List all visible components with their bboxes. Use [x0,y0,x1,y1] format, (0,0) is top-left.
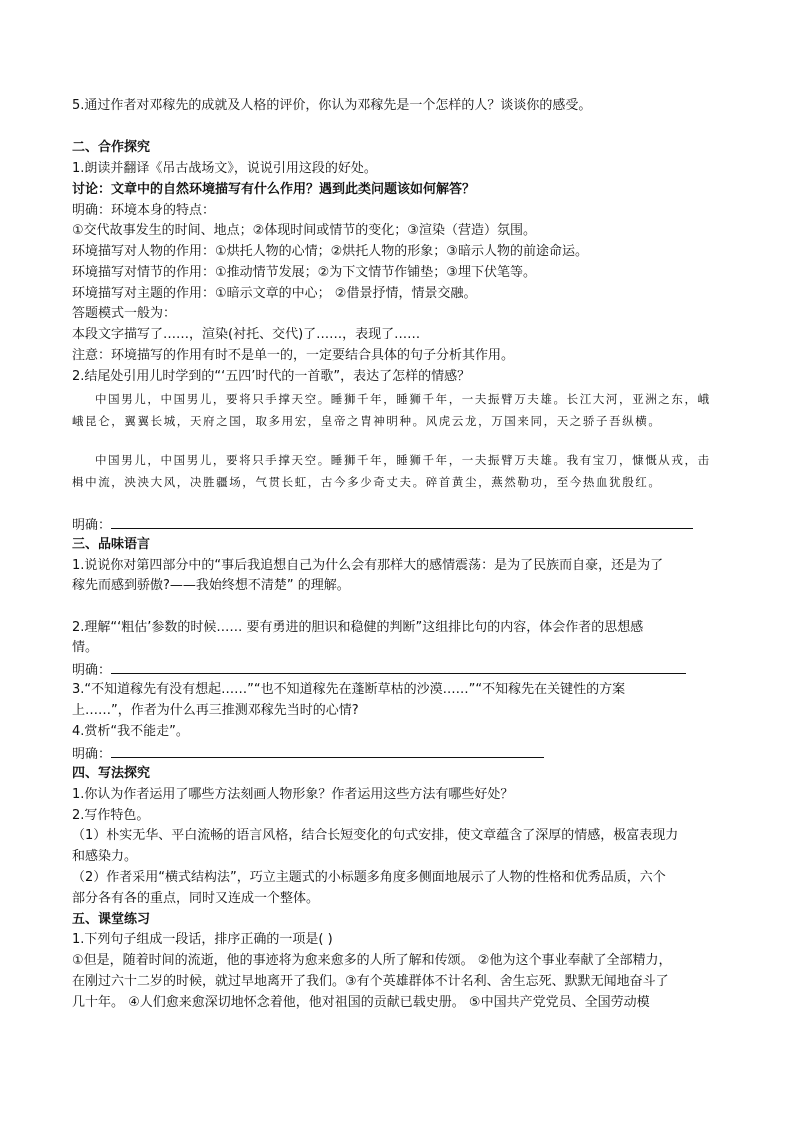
answer-line: ①交代故事发生的时间、地点；②体现时间或情节的变化；③渲染（营造）氛围。 [72,223,536,238]
answer-blank[interactable] [111,659,686,674]
answer-label: 明确： [72,518,112,533]
writing-feature-2-cont: 部分各有各的重点，同时又连成一个整体。 [72,891,320,906]
section-heading-writing: 四、写法探究 [72,766,151,781]
answer-blank-line [72,659,732,681]
language-question-1: 1.说说你对第四部分中的“事后我追想自己为什么会有那样大的感情震荡：是为了民族而自豪，还是为了 [72,558,664,573]
answer-label: 明确： [72,663,112,678]
answer-blank-line [72,743,732,765]
answer-line: 本段文字描写了……，渲染(衬托、交代)了……，表现了…… [72,327,421,342]
answer-line: 答题模式一般为： [72,306,177,321]
answer-line: 环境描写对主题的作用：①暗示文章的中心； ②借景抒情，情景交融。 [72,286,477,301]
song-verse-1: 中国男儿，中国男儿，要将只手撑天空。睡狮千年，睡狮千年，一夫振臂万夫雄。长江大河，亚洲之东，峨峨昆仑，翼翼长城，天府之国，取多用宏，皇帝之胄神明种。风虎云龙，万国来同，天之骄子吾纵横。 [72,392,711,428]
answer-blank-line [72,514,732,536]
language-question-2: 2.理解“‘粗估’参数的时候…… 要有勇进的胆识和稳健的判断”这组排比句的内容，体会作者的思想感 [72,620,644,635]
exercise-text-line: 在刚过六十二岁的时候，就过早地离开了我们。③有个英雄群体不计名利、舍生忘死、默默无闻地奋斗了 [72,974,669,989]
song-verse-2: 中国男儿，中国男儿，要将只手撑天空。睡狮千年，睡狮千年，一夫振臂万夫雄。我有宝刀，慷慨从戎，击楫中流，泱泱大风，决胜疆场，气贯长虹，古今多少奇丈夫。碎首黄尘，燕然勒功，至今热血犹殷红。 [72,453,711,489]
answer-blank[interactable] [111,514,693,529]
exercise-text-line: ①但是，随着时间的流逝，他的事迹将为愈来愈多的人所了解和传颂。 ②他为这个事业奉献了全部精力， [72,953,672,968]
language-question-4: 4.赏析“我不能走”。 [72,724,189,739]
inquiry-question-1: 1.朗读并翻译《吊古战场文》，说说引用这段的好处。 [72,161,377,176]
answer-line: 明确：环境本身的特点： [72,203,216,218]
language-question-3-cont: 上……”，作者为什么再三推测邓稼先当时的心情? [72,703,359,718]
section-heading-language: 三、品味语言 [72,537,151,552]
answer-line: 环境描写对人物的作用：①烘托人物的心情；②烘托人物的形象；③暗示人物的前途命运。 [72,244,588,259]
language-question-3: 3.“不知道稼先有没有想起……”“也不知道稼先在蓬断草枯的沙漠……”“不知稼先在关键性的方案 [72,682,626,697]
inquiry-question-2: 2.结尾处引用儿时学到的“‘五四’时代的一首歌”，表达了怎样的情感？ [72,369,471,384]
writing-feature-1-cont: 和感染力。 [72,849,138,864]
answer-line: 环境描写对情节的作用：①推动情节发展；②为下文情节作铺垫；③埋下伏笔等。 [72,265,536,280]
answer-line: 注意：环境描写的作用有时不是单一的，一定要结合具体的句子分析其作用。 [72,348,515,363]
exercise-text-line: 几十年。 ④人们愈来愈深切地怀念着他，他对祖国的贡献已载史册。 ⑤中国共产党党员、全国劳动模 [72,995,650,1010]
answer-blank[interactable] [111,743,544,758]
writing-feature-1: （1）朴实无华、平白流畅的语言风格，结合长短变化的句式安排，使文章蕴含了深厚的情感，极富表现力 [72,828,679,843]
writing-question-1: 1.你认为作者运用了哪些方法刻画人物形象？作者运用这些方法有哪些好处？ [72,787,514,802]
language-question-1-cont: 稼先而感到骄傲?——我始终想不清楚” 的理解。 [72,578,350,593]
writing-question-2: 2.写作特色。 [72,808,150,823]
discussion-prompt: 讨论：文章中的自然环境描写有什么作用？遇到此类问题该如何解答？ [72,182,476,197]
question-5: 5.通过作者对邓稼先的成就及人格的评价，你认为邓稼先是一个怎样的人？谈谈你的感受。 [72,98,592,113]
section-heading-exercise: 五、课堂练习 [72,912,151,927]
exercise-question-1: 1.下列句子组成一段话，排序正确的一项是( ) [72,932,333,947]
answer-label: 明确： [72,747,112,762]
writing-feature-2: （2）作者采用“横式结构法”，巧立主题式的小标题多角度多侧面地展示了人物的性格和优秀品质，六个 [72,870,666,885]
section-heading-cooperative-inquiry: 二、合作探究 [72,140,151,155]
language-question-2-cont: 情。 [72,640,99,655]
